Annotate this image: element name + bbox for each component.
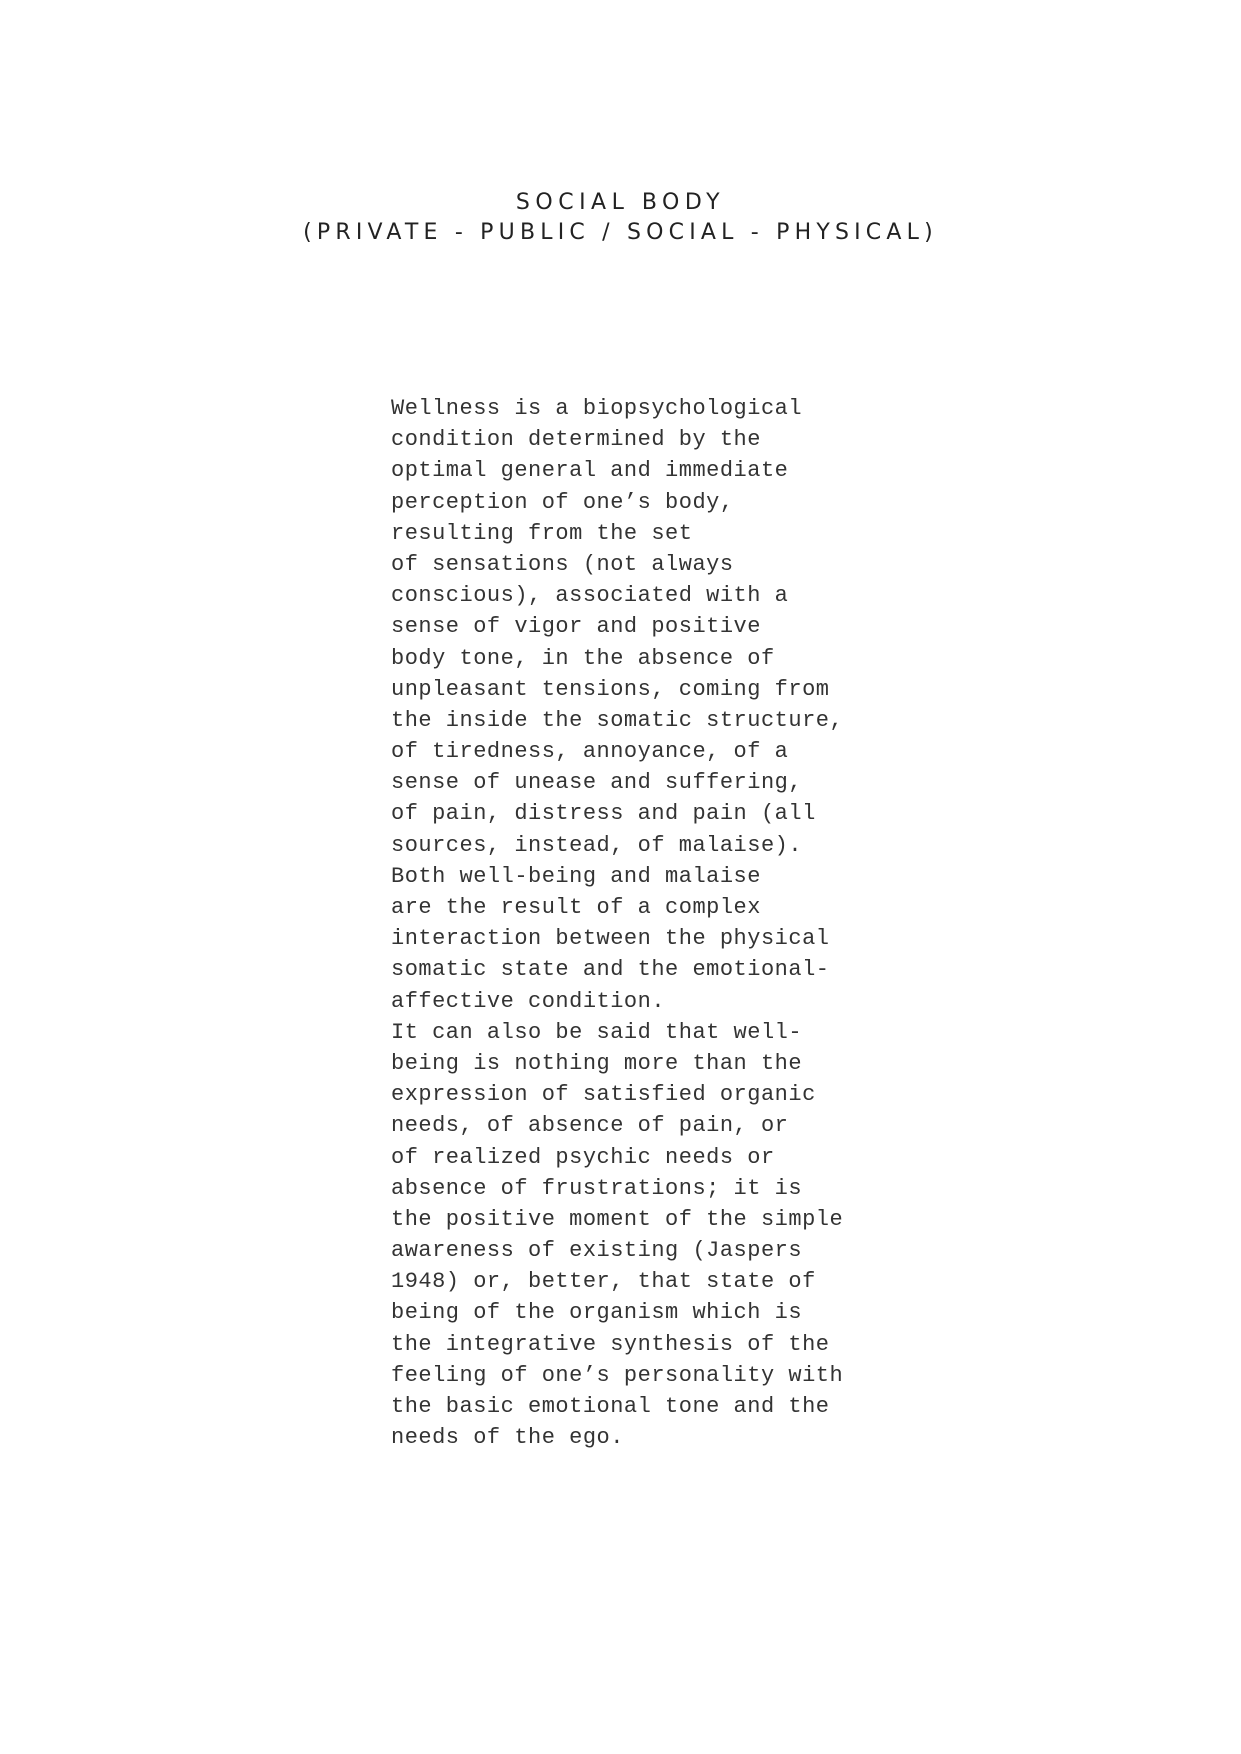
body-line: needs of the ego.: [391, 1425, 624, 1451]
body-line: unpleasant tensions, coming from: [391, 676, 830, 702]
title-block: [0, 188, 1241, 248]
body-line: absence of frustrations; it is: [391, 1175, 803, 1201]
body-line: awareness of existing (Jaspers: [391, 1238, 803, 1264]
body-line: affective condition.: [391, 988, 666, 1014]
body-line: being of the organism which is: [391, 1300, 803, 1326]
body-paragraph: [391, 393, 911, 1453]
body-line: the inside the somatic structure,: [391, 707, 844, 733]
body-line: of tiredness, annoyance, of a: [391, 739, 789, 765]
body-line: needs, of absence of pain, or: [391, 1113, 789, 1139]
body-line: It can also be said that well-: [391, 1019, 803, 1045]
body-line: sources, instead, of malaise).: [391, 832, 803, 858]
body-line: the basic emotional tone and the: [391, 1394, 830, 1419]
body-line: optimal general and immediate: [391, 458, 789, 484]
body-line: sense of vigor and positive: [391, 614, 761, 640]
body-line: resulting from the set: [391, 520, 693, 546]
body-line: interaction between the physical: [391, 926, 830, 952]
body-line: body tone, in the absence of: [391, 645, 775, 671]
body-line: 1948) or, better, that state of: [391, 1269, 816, 1295]
body-line: of pain, distress and pain (all: [391, 801, 816, 827]
body-line: the positive moment of the simple: [391, 1206, 844, 1232]
body-line: are the result of a complex: [391, 895, 761, 920]
body-line: conscious), associated with a: [391, 583, 789, 609]
page-subtitle: (PRIVATE - PUBLIC / SOCIAL - PHYSICAL): [303, 220, 938, 245]
body-line: feeling of one’s personality with: [391, 1362, 844, 1388]
body-line: condition determined by the: [391, 427, 761, 453]
body-line: sense of unease and suffering,: [391, 770, 803, 796]
body-line: being is nothing more than the: [391, 1050, 803, 1076]
body-line: somatic state and the emotional-: [391, 957, 830, 983]
body-line: of sensations (not always: [391, 551, 734, 577]
body-line: Wellness is a biopsychological: [391, 396, 803, 421]
body-line: the integrative synthesis of the: [391, 1331, 830, 1357]
page-title: SOCIAL BODY: [515, 190, 726, 215]
body-line: perception of one’s body,: [391, 489, 734, 515]
body-line: Both well-being and malaise: [391, 863, 761, 889]
body-line: of realized psychic needs or: [391, 1144, 775, 1170]
body-line: expression of satisfied organic: [391, 1082, 816, 1108]
